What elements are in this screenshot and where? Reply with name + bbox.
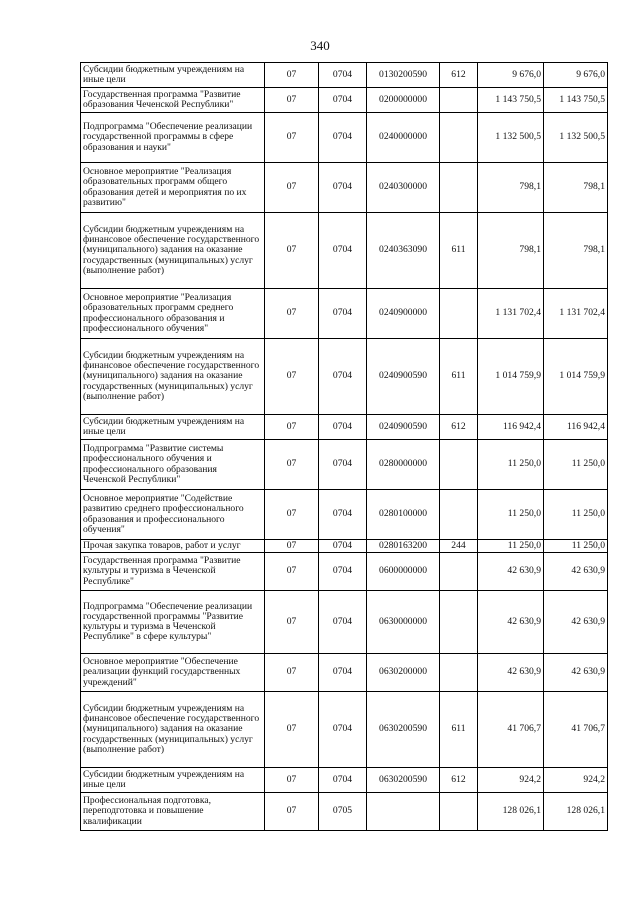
row-amount-1: 1 014 759,9 xyxy=(478,339,544,415)
row-name: Основное мероприятие "Обеспечение реализации функций государственных учреждений" xyxy=(81,654,265,692)
row-target-code: 0200000000 xyxy=(367,88,440,113)
row-expense-type xyxy=(440,289,478,339)
row-name: Прочая закупка товаров, работ и услуг xyxy=(81,540,265,553)
table-row xyxy=(81,339,608,415)
row-section: 07 xyxy=(265,553,319,591)
page-number: 340 xyxy=(310,38,330,53)
row-amount-1: 42 630,9 xyxy=(478,553,544,591)
row-name: Государственная программа "Развитие образования Чеченской Республики" xyxy=(81,88,265,113)
row-subsection: 0704 xyxy=(319,63,367,88)
table-row xyxy=(81,113,608,163)
row-expense-type: 611 xyxy=(440,692,478,768)
row-target-code: 0630200590 xyxy=(367,768,440,793)
row-amount-1: 1 131 702,4 xyxy=(478,289,544,339)
budget-table xyxy=(80,62,608,831)
row-expense-type xyxy=(440,163,478,213)
row-section: 07 xyxy=(265,591,319,654)
table-row xyxy=(81,540,608,553)
row-amount-1: 1 132 500,5 xyxy=(478,113,544,163)
row-amount-1: 42 630,9 xyxy=(478,654,544,692)
table-row xyxy=(81,654,608,692)
row-section: 07 xyxy=(265,88,319,113)
row-section: 07 xyxy=(265,440,319,490)
row-target-code: 0240300000 xyxy=(367,163,440,213)
row-target-code: 0130200590 xyxy=(367,63,440,88)
row-target-code: 0240900590 xyxy=(367,415,440,440)
row-subsection: 0704 xyxy=(319,289,367,339)
row-target-code: 0600000000 xyxy=(367,553,440,591)
table-row xyxy=(81,289,608,339)
row-target-code: 0240000000 xyxy=(367,113,440,163)
row-subsection: 0704 xyxy=(319,440,367,490)
table-row xyxy=(81,415,608,440)
row-section: 07 xyxy=(265,339,319,415)
row-subsection: 0704 xyxy=(319,163,367,213)
row-amount-1: 42 630,9 xyxy=(478,591,544,654)
row-name: Субсидии бюджетным учреждениям на иные цели xyxy=(81,415,265,440)
row-amount-1: 11 250,0 xyxy=(478,490,544,540)
row-amount-1: 798,1 xyxy=(478,163,544,213)
table-row xyxy=(81,440,608,490)
row-subsection: 0704 xyxy=(319,553,367,591)
table-row xyxy=(81,88,608,113)
row-amount-1: 9 676,0 xyxy=(478,63,544,88)
row-amount-2: 9 676,0 xyxy=(544,63,608,88)
row-section: 07 xyxy=(265,63,319,88)
row-expense-type: 611 xyxy=(440,213,478,289)
row-expense-type: 244 xyxy=(440,540,478,553)
row-name: Основное мероприятие "Реализация образовательных программ среднего профессионального образования и профессионального обучения" xyxy=(81,289,265,339)
row-amount-1: 798,1 xyxy=(478,213,544,289)
row-amount-1: 924,2 xyxy=(478,768,544,793)
row-expense-type xyxy=(440,490,478,540)
table-row xyxy=(81,768,608,793)
table-row xyxy=(81,692,608,768)
row-subsection: 0704 xyxy=(319,591,367,654)
row-section: 07 xyxy=(265,540,319,553)
row-subsection: 0704 xyxy=(319,490,367,540)
row-name: Субсидии бюджетным учреждениям на финансовое обеспечение государственного (муниципального) задания на оказание государственных (муниципальных) услуг (выполнение работ) xyxy=(81,339,265,415)
row-target-code: 0630000000 xyxy=(367,591,440,654)
row-subsection: 0705 xyxy=(319,793,367,831)
row-subsection: 0704 xyxy=(319,415,367,440)
row-amount-2: 1 132 500,5 xyxy=(544,113,608,163)
row-target-code: 0630200590 xyxy=(367,692,440,768)
row-amount-2: 11 250,0 xyxy=(544,440,608,490)
row-expense-type: 612 xyxy=(440,415,478,440)
row-section: 07 xyxy=(265,692,319,768)
row-amount-2: 11 250,0 xyxy=(544,540,608,553)
row-amount-2: 1 014 759,9 xyxy=(544,339,608,415)
row-subsection: 0704 xyxy=(319,654,367,692)
row-amount-1: 128 026,1 xyxy=(478,793,544,831)
row-expense-type xyxy=(440,440,478,490)
row-amount-2: 41 706,7 xyxy=(544,692,608,768)
row-target-code: 0240900590 xyxy=(367,339,440,415)
row-subsection: 0704 xyxy=(319,692,367,768)
row-amount-2: 1 131 702,4 xyxy=(544,289,608,339)
row-amount-2: 11 250,0 xyxy=(544,490,608,540)
row-amount-1: 1 143 750,5 xyxy=(478,88,544,113)
row-subsection: 0704 xyxy=(319,768,367,793)
row-name: Субсидии бюджетным учреждениям на иные цели xyxy=(81,768,265,793)
row-subsection: 0704 xyxy=(319,540,367,553)
row-amount-2: 798,1 xyxy=(544,163,608,213)
row-name: Подпрограмма "Обеспечение реализации государственной программы "Развитие культуры и туризма в Чеченской Республике" в сфере культуры" xyxy=(81,591,265,654)
row-amount-2: 116 942,4 xyxy=(544,415,608,440)
row-name: Основное мероприятие "Реализация образовательных программ общего образования детей и мероприятия по их развитию" xyxy=(81,163,265,213)
row-amount-2: 42 630,9 xyxy=(544,591,608,654)
row-amount-1: 116 942,4 xyxy=(478,415,544,440)
row-target-code: 0280163200 xyxy=(367,540,440,553)
row-section: 07 xyxy=(265,768,319,793)
row-expense-type xyxy=(440,113,478,163)
row-subsection: 0704 xyxy=(319,113,367,163)
row-expense-type xyxy=(440,591,478,654)
row-section: 07 xyxy=(265,113,319,163)
row-name: Субсидии бюджетным учреждениям на финансовое обеспечение государственного (муниципального) задания на оказание государственных (муниципальных) услуг (выполнение работ) xyxy=(81,692,265,768)
row-section: 07 xyxy=(265,163,319,213)
row-section: 07 xyxy=(265,213,319,289)
table-row xyxy=(81,213,608,289)
row-amount-1: 41 706,7 xyxy=(478,692,544,768)
row-amount-2: 1 143 750,5 xyxy=(544,88,608,113)
row-expense-type: 611 xyxy=(440,339,478,415)
table-row xyxy=(81,591,608,654)
row-amount-1: 11 250,0 xyxy=(478,440,544,490)
row-expense-type xyxy=(440,88,478,113)
row-name: Субсидии бюджетным учреждениям на финансовое обеспечение государственного (муниципального) задания на оказание государственных (муниципальных) услуг (выполнение работ) xyxy=(81,213,265,289)
table-row xyxy=(81,490,608,540)
table-row xyxy=(81,553,608,591)
row-name: Основное мероприятие "Содействие развитию среднего профессионального образования и профессионального обучения" xyxy=(81,490,265,540)
row-name: Профессиональная подготовка, переподготовка и повышение квалификации xyxy=(81,793,265,831)
row-expense-type xyxy=(440,553,478,591)
row-target-code: 0280100000 xyxy=(367,490,440,540)
table-row xyxy=(81,793,608,831)
row-amount-2: 42 630,9 xyxy=(544,654,608,692)
row-target-code: 0280000000 xyxy=(367,440,440,490)
row-subsection: 0704 xyxy=(319,339,367,415)
row-amount-2: 798,1 xyxy=(544,213,608,289)
row-amount-2: 42 630,9 xyxy=(544,553,608,591)
row-name: Государственная программа "Развитие культуры и туризма в Чеченской Республике" xyxy=(81,553,265,591)
row-name: Подпрограмма "Обеспечение реализации государственной программы в сфере образования и науки" xyxy=(81,113,265,163)
row-section: 07 xyxy=(265,415,319,440)
table-row xyxy=(81,163,608,213)
row-target-code: 0240900000 xyxy=(367,289,440,339)
row-expense-type xyxy=(440,654,478,692)
row-target-code: 0630200000 xyxy=(367,654,440,692)
row-section: 07 xyxy=(265,654,319,692)
row-amount-2: 128 026,1 xyxy=(544,793,608,831)
row-target-code: 0240363090 xyxy=(367,213,440,289)
row-amount-2: 924,2 xyxy=(544,768,608,793)
row-name: Субсидии бюджетным учреждениям на иные цели xyxy=(81,63,265,88)
row-section: 07 xyxy=(265,793,319,831)
row-expense-type: 612 xyxy=(440,63,478,88)
row-name: Подпрограмма "Развитие системы профессионального обучения и профессионального образования Чеченской Республики" xyxy=(81,440,265,490)
row-subsection: 0704 xyxy=(319,213,367,289)
row-amount-1: 11 250,0 xyxy=(478,540,544,553)
table-row xyxy=(81,63,608,88)
row-expense-type: 612 xyxy=(440,768,478,793)
row-expense-type xyxy=(440,793,478,831)
row-section: 07 xyxy=(265,490,319,540)
row-section: 07 xyxy=(265,289,319,339)
row-subsection: 0704 xyxy=(319,88,367,113)
row-target-code xyxy=(367,793,440,831)
